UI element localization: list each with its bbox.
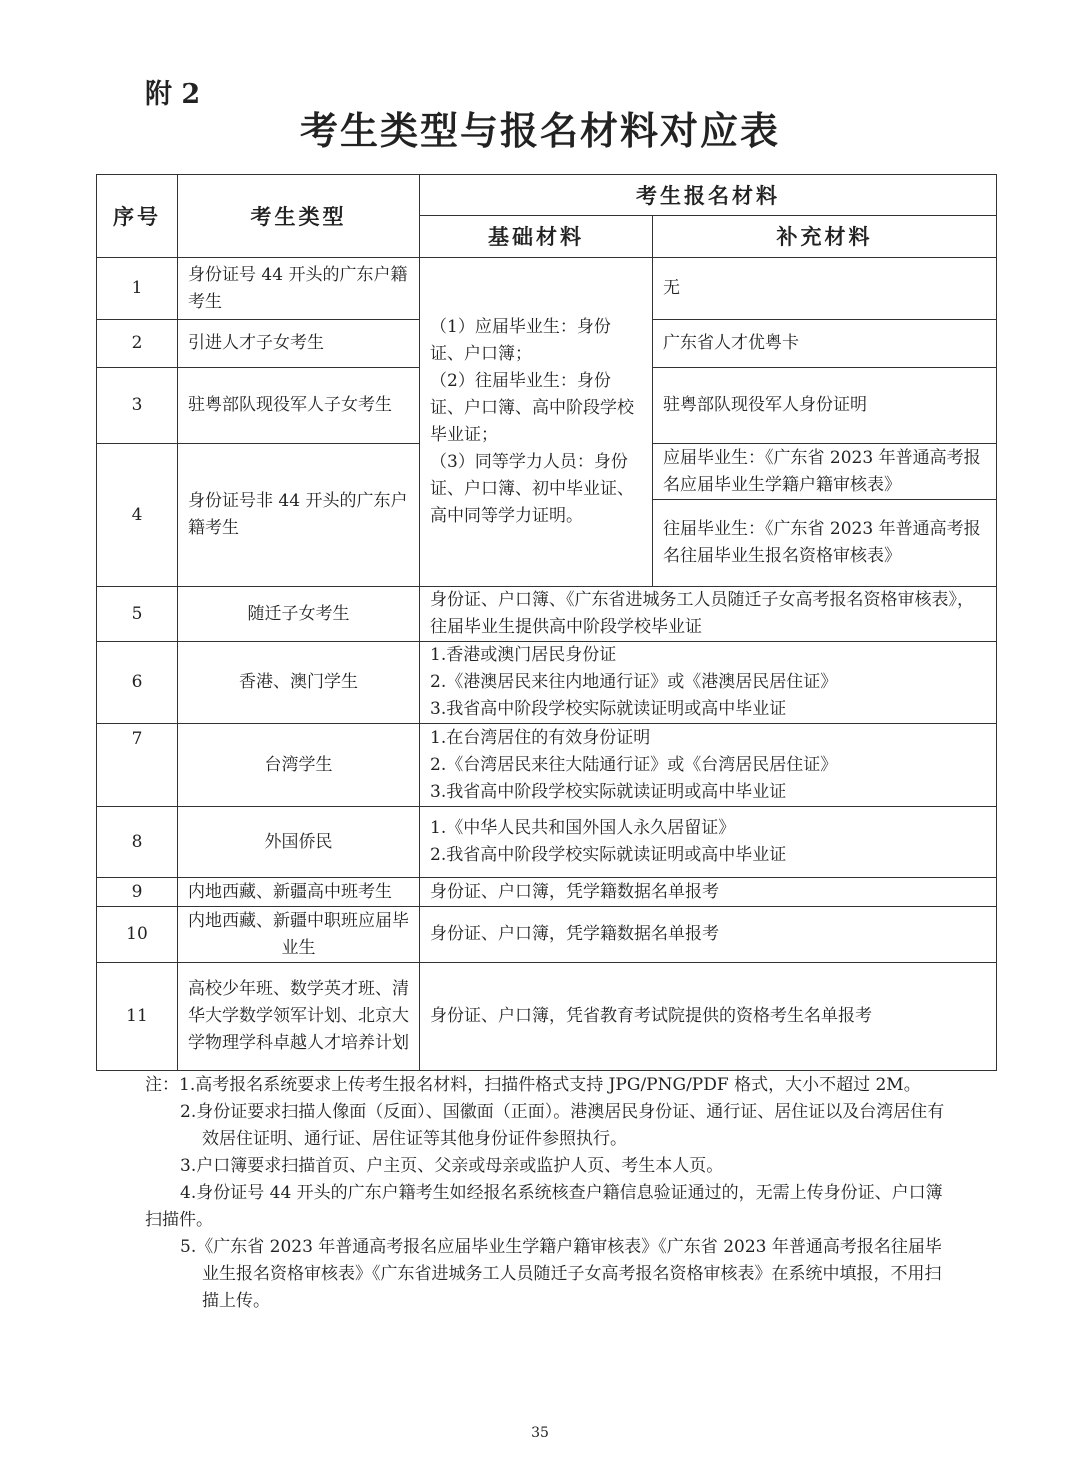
table-row [97,724,997,807]
basic-line: （3）同等学力人员：身份证、户口簿、初中毕业证、高中同等学力证明。 [430,452,634,526]
table-row [97,907,997,963]
row-type: 内地西藏、新疆中职班应届毕业生 [178,907,420,963]
row-supp: 广东省人才优粤卡 [653,320,997,368]
table-header-row [97,175,997,216]
table-row [97,258,997,320]
basic-materials-cell [420,258,653,587]
row-type: 身份证号 44 开头的广东户籍考生 [178,258,420,320]
row-supp-2: 往届毕业生：《广东省 2023 年普通高考报名往届毕业生报名资格审核表》 [653,500,997,587]
row-type: 高校少年班、数学英才班、清华大学数学领军计划、北京大学物理学科卓越人才培养计划 [178,963,420,1071]
row-materials: 身份证、户口簿、《广东省进城务工人员随迁子女高考报名资格审核表》，往届毕业生提供高中阶段学校毕业证 [420,587,997,642]
row-seq: 7 [97,724,178,807]
row-type: 内地西藏、新疆高中班考生 [178,878,420,907]
table-row [97,963,997,1071]
row-seq: 5 [97,587,178,642]
header-materials: 考生报名材料 [420,175,997,216]
table-row [97,807,997,878]
note-2: 2.身份证要求扫描人像面（反面）、国徽面（正面）。港澳居民身份证、通行证、居住证以及台湾居住有效居住证明、通行证、居住证等其他身份证件参照执行。 [180,1102,945,1149]
material-line: 2.《台湾居民来往大陆通行证》或《台湾居民居住证》 [430,754,838,775]
basic-line: （2）往届毕业生：身份证、户口簿、高中阶段学校毕业证； [430,371,634,445]
row-seq: 2 [97,320,178,368]
row-seq: 10 [97,907,178,963]
row-seq: 3 [97,368,178,444]
row-type: 香港、澳门学生 [178,642,420,724]
row-type: 外国侨民 [178,807,420,878]
material-line: 2.《港澳居民来往内地通行证》或《港澳居民居住证》 [430,672,838,692]
table-row [97,642,997,724]
material-line: 3.我省高中阶段学校实际就读证明或高中毕业证 [430,781,787,802]
table-row [97,878,997,907]
page-number: 35 [531,1425,549,1441]
note-3: 3.户口簿要求扫描首页、户主页、父亲或母亲或监护人页、考生本人页。 [180,1156,724,1176]
row-materials [420,642,997,724]
row-seq: 1 [97,258,178,320]
attachment-label: 附 2 [145,79,201,110]
row-supp: 驻粤部队现役军人身份证明 [653,368,997,444]
row-materials: 身份证、户口簿，凭学籍数据名单报考 [420,907,997,963]
note-1: 注：1.高考报名系统要求上传考生报名材料，扫描件格式支持 JPG/PNG/PDF 格式，大小不超过 2M。 [145,1075,921,1095]
material-line: 1.《中华人民共和国外国人永久居留证》 [430,818,736,838]
basic-line: （1）应届毕业生：身份证、户口簿； [430,317,611,364]
materials-table [96,174,997,1071]
row-type: 引进人才子女考生 [178,320,420,368]
row-seq: 9 [97,878,178,907]
row-type: 驻粤部队现役军人子女考生 [178,368,420,444]
material-line: 3.我省高中阶段学校实际就读证明或高中毕业证 [430,699,787,719]
row-seq: 11 [97,963,178,1071]
note-5: 5.《广东省 2023 年普通高考报名应届毕业生学籍户籍审核表》《广东省 2023 年普通高考报名往届毕业生报名资格审核表》《广东省进城务工人员随迁子女高考报名资格审核表》在系统中填报，不用扫描上传。 [180,1237,942,1311]
material-line: 1.香港或澳门居民身份证 [430,645,617,665]
row-materials: 身份证、户口簿，凭学籍数据名单报考 [420,878,997,907]
material-line: 2.我省高中阶段学校实际就读证明或高中毕业证 [430,845,787,865]
row-type: 身份证号非 44 开头的广东户籍考生 [178,444,420,587]
row-materials [420,724,997,807]
header-type: 考生类型 [178,175,420,258]
note-4: 4.身份证号 44 开头的广东户籍考生如经报名系统核查户籍信息验证通过的，无需上传身份证、户口簿扫描件。 [145,1183,943,1230]
row-materials: 身份证、户口簿，凭省教育考试院提供的资格考生名单报考 [420,963,997,1071]
row-supp: 无 [653,258,997,320]
header-seq: 序号 [97,175,178,258]
row-supp: 应届毕业生：《广东省 2023 年普通高考报名应届毕业生学籍户籍审核表》 [653,444,997,500]
row-seq: 8 [97,807,178,878]
row-materials [420,807,997,878]
row-type: 台湾学生 [178,724,420,807]
notes-section [145,1072,955,1315]
row-seq: 6 [97,642,178,724]
page-title: 考生类型与报名材料对应表 [299,108,780,153]
material-line: 1.在台湾居住的有效身份证明 [430,727,651,748]
row-type: 随迁子女考生 [178,587,420,642]
header-supp: 补充材料 [653,216,997,258]
table-row [97,587,997,642]
header-basic: 基础材料 [420,216,653,258]
row-seq: 4 [97,444,178,587]
